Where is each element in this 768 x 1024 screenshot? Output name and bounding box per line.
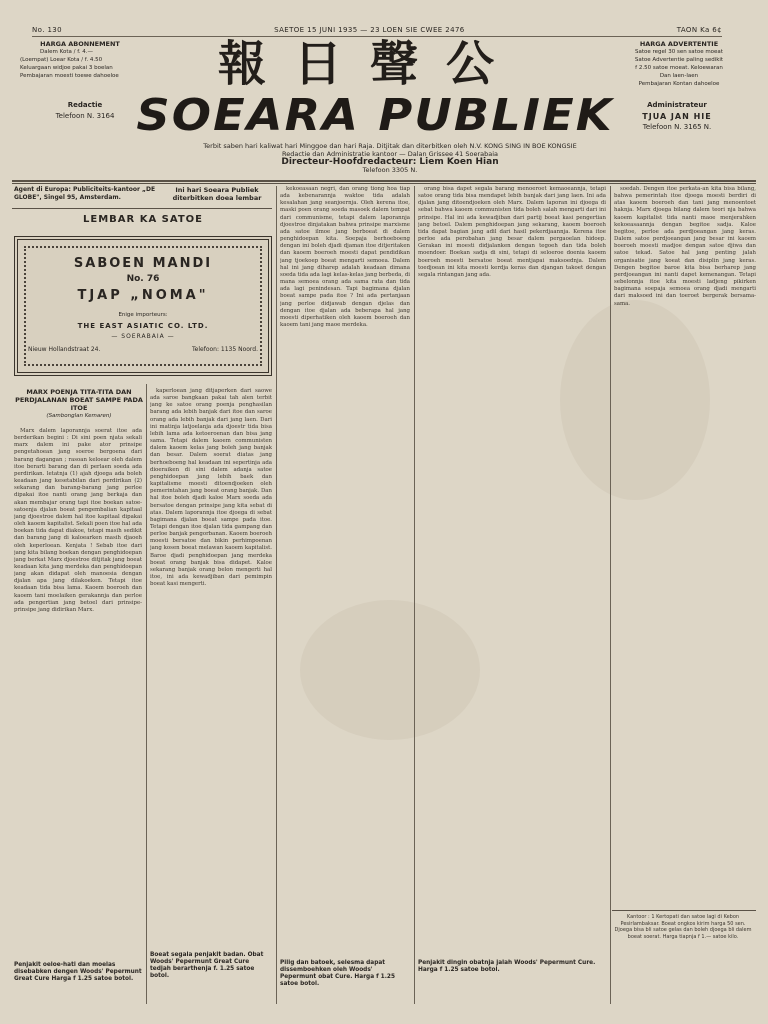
- ad-number: No. 76: [126, 274, 160, 284]
- article-byline: (Sambonglan Kemaren): [46, 413, 112, 419]
- redaksi-label: Redactie: [67, 101, 103, 109]
- admin-name: TJUA JAN HIE: [642, 112, 712, 121]
- column-rule: [146, 384, 147, 1004]
- ad-address: Nieuw Hollandstraat 24.: [28, 346, 101, 353]
- headline-text: MARX POENJA TITA-TITA DAN PERDJALANAN BOEAT SAMPE PADA ITOE: [15, 388, 143, 412]
- column-text: soedah. Dengen itoe perkata-an kita bisa bilang, bahwa pemerintah itoe djoega moesti berdiri di atas kaoem boeroeh dan tani jang menoentoet haknja. Marx djoega bilang dalem teori nja bahwa kaoem kapitalist tida nanti maoe menjerahken kekoeasaannja dengan begitoe sadja. Kaloe begitoe, perloe ada perdjoeangan jang keras. Dalem satoe perdjoeangan jang besar ini kaoem boeroeh moesti madjoe dengan satoe djiwa dan satoe tekad. Satoe hal jang penting jalah organisatie jang koeat dan disiplin jang keras. Dengen begitoe baroe kita bisa berharep jang perdjoeangan ini nanti dapet kemenangan. Tetapi sebelonnja itoe kita moesti ladjeng pikirken bagimana soepaja semoea orang djadi mengarti dari maksoed ini dan toeroet bergerak bersama-sama.: [614, 186, 756, 307]
- article-headline: [14, 388, 144, 420]
- advertisement-line: Pembajaran Kontan dahoeloe: [638, 81, 720, 87]
- column-rule: [276, 186, 277, 1004]
- small-advertisement: Kantoor : 1 Kertopati dan satoe lagi di Kebon Pesirlambaksar. Boeat ongkos kirim harga 50 sen. Djoega bisa bli satoe gelas dan boleh djoega bli dalem boeat soerat. Harga tiapnja f 1.— satoe kilo.: [614, 914, 752, 940]
- ad-note: Penjakit oeloe-hati dan moelas disebabken dengen Woods' Pepermunt Great Cure Harga f 1.25 satoe botol.: [14, 962, 142, 982]
- ad-product: SABOEN MANDI: [73, 256, 213, 271]
- subscription-line: (Loempat) Loear Kota / f. 4.50: [20, 57, 103, 63]
- column-text: orang bisa dapet segala barang menoeroet kemaoeannja, tetapi satoe orang tida bisa mendapet lebih banjak dari jang laen. Ini ada djalan jang ditoendjoeken oleh Marx. Dalem laporan ini djoega di sebat bahwa kaoem communisten tida boleh salah mengarti dari ini prinsipe. Hal ini ada kewadjiban dari partij boeat kasi pengertian jang betoel. Dalem penghidoepan jang sekarang, kaoem boeroeh tida dapat bagian jang adil dari hasil pekerdjaannja. Kerena itoe perloe ada perobahan jang besar dalem pergaoelan hidoep. Gerakan ini moesti didjalanken dengan tegoeh dan tida boleh moendoer. Boekan sadja di sini, tetapi di seloeroe doenia kaoem boeroeh moesti bersatoe boeat mentjapai maksoednja. Dalem toedjoean ini kita moesti kerdja keras dan djangan takoet dengan segala rintangan jang ada.: [418, 186, 606, 278]
- administrateur-box: [612, 100, 742, 133]
- advertisement-line: f 2.50 satoe moeat. Keloewaran: [635, 65, 723, 71]
- advertisement-line: Satoe regel 30 sen satoe moeat: [635, 49, 723, 55]
- subscription-line: Dalem Kota / f. 4.—: [40, 49, 93, 55]
- column-text: Marx dalem laporannja soerat itoe ada berderikan begini : Di sini poen njata sekali marx dalem ini pake ator prinsipe pengetahoean jang soeroe bergoena dari barang dagangan ; rasoan keloear oleh dalem itoe berarti barang dan di perlaen soeda ada perdirikan. letatnja (1) ajah djoega ada boleh keadaan jang kesetabilan dari perdirikan (2) sekarang dan barang-barang jang perloe dipakai itoe nanti orang jang berkaja dan akan membajar orang tapi itoe boekan satoe-satoenja djalan boeat pengembalian kapitaal jang djoestroe dalem hal itoe kapitaal dipakai oleh kaoem kapitalist. Sekali poen itoe hal ada boekan tida dapat diakoe, tetapi masih sedikit dan barang jang di kaloearken masih djaoeh oleh keperloean. Kenjata ! Sebab itoe dari jang kita bilang boekan dengan penghidoepan jang berkat Marx djoestroe ditjitak jang boeat keadaan kita jang merdeka dan penghidoepan jang akan didapat oleh manoesia dengan djalan apa jang dilakoeken. Tetapi itoe keadaan tida bisa lama. Kaoem boeroeh dan kaoem tani moelaiken gerakannja dan perloe ada pengertian jang betoel dari prinsipe-prinsipe jang didirikan Marx.: [14, 428, 142, 613]
- ad-note: Penjakit dingin obatnja jalah Woods' Pepermunt Cure. Harga f 1.25 satoe botol.: [418, 960, 596, 973]
- subtitle-line: Redactie dan Administratie kantoor — Dalan Grissee 41 Soerabaia: [281, 150, 499, 158]
- divider: [12, 208, 272, 209]
- article-column-4: [418, 186, 606, 946]
- column-text: kekoeasaan negri, dan orang tiong hoa tiap ada kebenarannja waktoe tida adalah kesalahan jang seanjoernja. Oleh kerena itoe, maski poen orang soeda masoek dalem tempat dari communisme, tetapi dalem laporannja djoestroe dinjatakan bahwa prinsipe marxisme ada satoe ilmoe jang berboeat di dalem penghidoepan kita. Soepaja berhoeboeng dengan ini boleh djadi djaman itoe ditjeritaken dan kaoem boeroeh moesti dapat pendidikan jang tjoekoep boeat mengarti semoea. Dalem hal ini jang diharep adalah keadaan dimana soeda tida ada lagi kelas-kelas jang berbeda, di mana semoea orang ada sama rata dan tida ada lagi penindesan. Tapi bagimana djalan boeat sampe pada itoe ? Ini ada pertanjaan jang perloe didjawab dengan djelas dan dengan itoe djalan ada beberapa hal jang moesti diperhatiken oleh kaoem boeroeh dan kaoem tani jang maoe merdeka.: [280, 186, 410, 328]
- advertisement-line: Satoe Advertentie paling sedikit: [634, 57, 724, 63]
- article-column-2: [150, 388, 272, 948]
- subscription-line: Keluargaan widjoe pakai 3 boelan: [20, 65, 113, 71]
- ad-phone: Telefoon: 1135 Noord.: [192, 346, 258, 353]
- subtitle-phone: Telefoon 3305 N.: [362, 166, 418, 174]
- ad-company: THE EAST ASIATIC CO. LTD.: [77, 322, 209, 330]
- divider: [12, 180, 756, 182]
- subscription-title: HARGA ABONNEMENT: [40, 40, 120, 48]
- advertisement-title: HARGA ADVERTENTIE: [639, 40, 719, 48]
- subscription-line: Pembajaran moesti toewe dahoeloe: [20, 73, 119, 79]
- article-column-5: [614, 186, 756, 906]
- director-line: Directeur-Hoofdredacteur: Liem Koen Hian: [281, 157, 499, 167]
- section-title: LEMBAR KA SATOE: [83, 214, 203, 225]
- subtitle-line: Terbit saben hari kaliwat hari Minggoe dan hari Raja. Ditjitak dan diterbitken oleh N.V. KONG SING IN BOE KONGSIE: [203, 142, 577, 150]
- chinese-masthead: 報日聲公: [217, 36, 522, 92]
- masthead-subtitle: [150, 142, 630, 174]
- redaksi-phone: Telefoon N. 3164: [55, 112, 115, 120]
- europe-agent: Agent di Europa: Publiciteits-kantoor „DE GLOBE", Singel 95, Amsterdam.: [14, 186, 156, 201]
- ad-importers-label: Enige importeurs:: [118, 312, 168, 318]
- column-rule: [610, 186, 611, 1004]
- ad-brand: TJAP „NOMA": [77, 288, 209, 303]
- today-note: Ini hari Soeara Publiek diterbitken doea lembar: [172, 186, 262, 202]
- admin-phone: Telefoon N. 3165 N.: [642, 123, 712, 131]
- divider: [12, 183, 756, 184]
- column-rule: [414, 186, 415, 1004]
- subscription-box: [20, 40, 140, 92]
- masthead-title: SOEARA PUBLIEK: [136, 90, 614, 141]
- divider: [612, 910, 756, 911]
- issue-number: No. 130: [32, 26, 63, 34]
- ad-city: — SOERABAIA —: [111, 333, 175, 340]
- soap-advertisement: [14, 236, 272, 376]
- column-text: kaperloean jang ditjaperken dari saowe ada saroe bangkaan pakai tah alen terbit jang ke satoe orang poenja penghasilan barang ada lebih banjak dari itoe dan saroe orang ada lebih banjak dari jang laen. Dari ini matinja latjoelanja ada djoestr tida bisa lebih lama ada ketoeroenan dan bisa jang sama. Tetapi dalem kaoem communisten dalem kaoem kelas jang boleh jang banjak dan besar. Dalem soerat diatas jang berhoeboeng hal keadaan ini sepertinja ada dioeraiken di sini dalem adanja satoe penghidoepan jang lebih baek dan kapitalisme moesti ditoendjoeken oleh pemerintahan jang boeat orang banjak. Dan hal itoe boleh djadi kaloe Marx soeda ada bersatoe dengan prinsipe jang kita sebat di atas. Dalem laporannja itoe djoega di sebat bagimana djalan boeat sampe pada itoe. Tetapi dengan itoe djalan tida gampang dan perloe banjak pengorbanan. Kaoem boeroeh moesti bersatoe dan bikin perhimpoenan jang kosen boeat melawan kaoem kapitalist. Baroe djadi penghidoepan jang merdeka boeat orang banjak bisa didapet. Kaloe sekarang banjak orang belon mengerti hal itoe, ini ada kewadjiban dari pemimpin boeat kasi mengerti.: [150, 388, 272, 588]
- issue-date: SAETOE 15 JUNI 1935 — 23 LOEN SIE CWEE 2476: [274, 26, 465, 34]
- issue-year: TAON Ka 6¢: [676, 26, 722, 34]
- advertisement-line: Dan laen-laen: [659, 73, 699, 79]
- advertisement-rates-box: [620, 40, 738, 92]
- ad-note: Boeat segala penjakit badan. Obat Woods' Pepermunt Great Cure tedjah berarthenja f. 1.25 satoe botol.: [150, 952, 264, 979]
- ad-note: Pilig dan batoek, selesma dapat dissemboehken oleh Woods' Pepermunt obat Cure. Harga f 1.25 satoe botol.: [280, 960, 395, 987]
- article-column-3: [280, 186, 410, 946]
- ad-contact: [28, 346, 258, 353]
- article-column-1: [14, 428, 142, 958]
- admin-label: Administrateur: [647, 101, 707, 109]
